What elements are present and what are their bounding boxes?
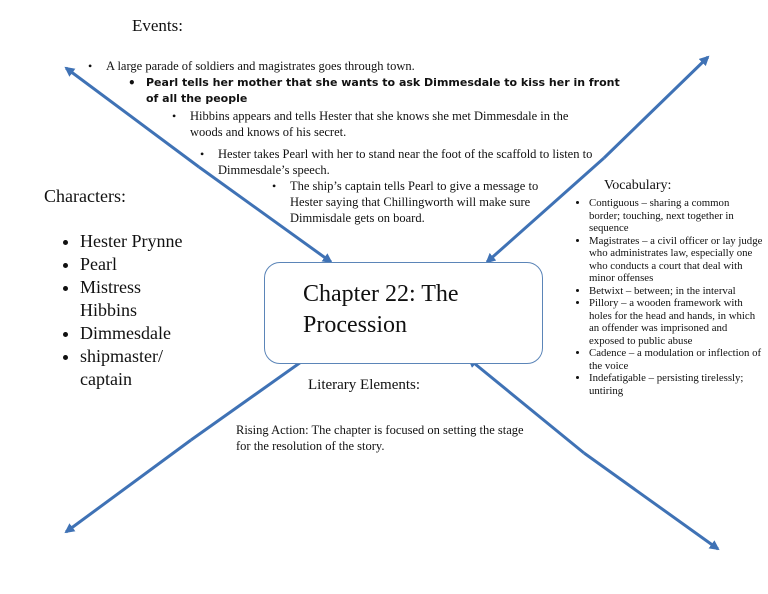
events-heading: Events:: [132, 16, 183, 35]
vocab-item: • Indefatigable – persisting tirelessly; untiring: [589, 372, 763, 397]
vocab-item: • Cadence – a modulation or inflection of the voice: [589, 347, 763, 372]
event-item: • Hester takes Pearl with her to stand near the foot of the scaffold to listen to Dimmesdale’s speech.: [218, 146, 593, 178]
literary-text: Rising Action: The chapter is focused on setting the stage for the resolution of the story.: [236, 423, 524, 453]
arrow-bottom-left: [66, 440, 191, 532]
vocabulary-list: [575, 197, 763, 397]
event-item: • A large parade of soldiers and magistrates goes through town.: [106, 58, 466, 74]
event-item: • The ship’s captain tells Pearl to give a message to Hester saying that Chillingworth will make sure Dimmisdale gets on board.: [290, 178, 545, 226]
event-item: • Hibbins appears and tells Hester that she knows she met Dimmesdale in the woods and knows of his secret.: [190, 108, 590, 140]
character-item: • Dimmesdale: [80, 322, 210, 345]
literary-heading: Literary Elements:: [308, 377, 421, 393]
arrow-top-right: [604, 57, 708, 158]
vocabulary-heading: Vocabulary:: [604, 178, 672, 193]
character-item: • Mistress Hibbins: [80, 276, 170, 322]
characters-list: [60, 230, 210, 391]
chapter-title: Chapter 22: The Procession: [303, 281, 459, 338]
vocab-item: • Pillory – a wooden framework with holes for the head and hands, in which an offender was imprisoned and exposed to public abuse: [589, 297, 763, 347]
event-item: • Pearl tells her mother that she wants to ask Dimmesdale to kiss her in front of all the people: [146, 75, 626, 107]
character-item: • Pearl: [80, 253, 210, 276]
character-item: • shipmaster/ captain: [80, 345, 210, 391]
chapter-title-box: [264, 262, 543, 364]
characters-heading: Characters:: [44, 186, 126, 206]
character-item: • Hester Prynne: [80, 230, 210, 253]
arrow-bottom-right: [584, 453, 718, 549]
vocab-item: • Betwixt – between; in the interval: [589, 285, 763, 298]
vocab-item: • Contiguous – sharing a common border; touching, next together in sequence: [589, 197, 763, 235]
vocab-item: • Magistrates – a civil officer or lay judge who administrates law, especially one who conducts a court that deal with minor offenses: [589, 235, 763, 285]
